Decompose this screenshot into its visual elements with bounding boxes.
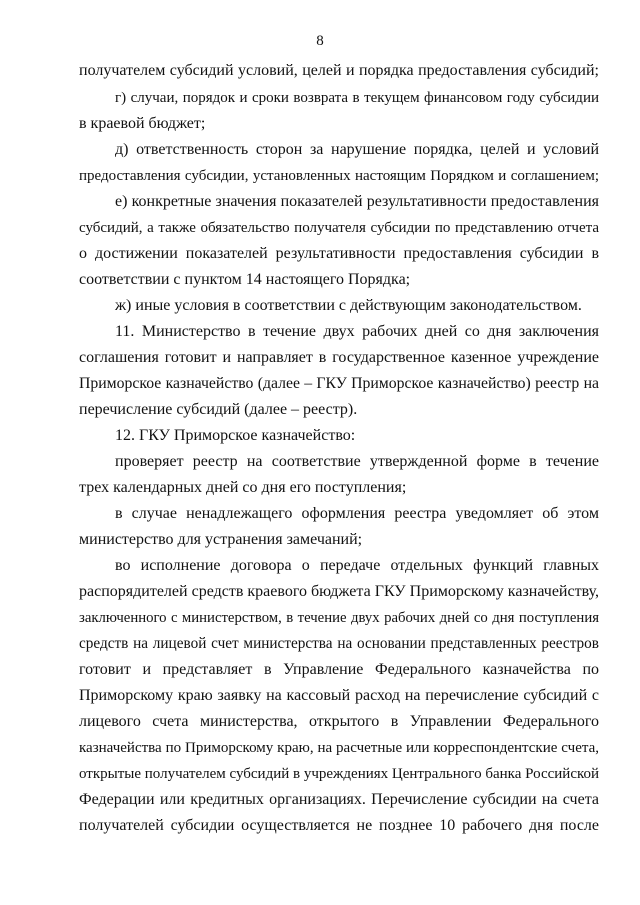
text-line: проверяет реестр на соответствие утвержденной форме в течение xyxy=(115,453,599,470)
text-line: соответствии с пунктом 14 настоящего Порядка; xyxy=(79,271,411,288)
text-line: субсидий, а также обязательство получателя субсидии по представлению отчета xyxy=(79,220,599,236)
text-line: г) случаи, порядок и сроки возврата в текущем финансовом году субсидии xyxy=(115,90,599,106)
page-number: 8 xyxy=(316,33,324,49)
text-line: казначейства по Приморскому краю, на расчетные или корреспондентские счета, xyxy=(79,740,599,756)
text-line: открытые получателем субсидий в учреждениях Центрального банка Российской xyxy=(79,766,600,782)
text-line: готовит и представляет в Управление Федерального казначейства по xyxy=(79,661,599,678)
text-line: трех календарных дней со дня его поступления; xyxy=(79,479,407,496)
text-line: лицевого счета министерства, открытого в Управлении Федерального xyxy=(79,713,599,730)
text-line: перечисление субсидий (далее – реестр). xyxy=(79,401,358,418)
text-line: е) конкретные значения показателей результативности предоставления xyxy=(115,193,599,210)
text-line: получателей субсидии осуществляется не позднее 10 рабочего дня после xyxy=(79,817,599,834)
text-line: во исполнение договора о передаче отдельных функций главных xyxy=(115,557,599,574)
text-line: соглашения готовит и направляет в государственное казенное учреждение xyxy=(79,349,599,366)
text-line: заключенного с министерством, в течение двух рабочих дней со дня поступления xyxy=(79,610,599,626)
text-line: ж) иные условия в соответствии с действующим законодательством. xyxy=(115,297,582,314)
text-line: получателем субсидий условий, целей и порядка предоставления субсидий; xyxy=(79,62,599,79)
text-line: средств на лицевой счет министерства на основании представленных реестров xyxy=(79,635,599,652)
text-line: министерство для устранения замечаний; xyxy=(79,531,363,548)
text-line: в случае ненадлежащего оформления реестра уведомляет об этом xyxy=(115,505,599,522)
text-line: д) ответственность сторон за нарушение порядка, целей и условий xyxy=(115,141,599,158)
text-line: 12. ГКУ Приморское казначейство: xyxy=(115,427,356,444)
text-line: распорядителей средств краевого бюджета ГКУ Приморскому казначейству, xyxy=(79,583,599,600)
text-line: Федерации или кредитных организациях. Перечисление субсидии на счета xyxy=(79,791,599,808)
text-line: о достижении показателей результативности предоставления субсидии в xyxy=(79,245,599,262)
text-line: предоставления субсидии, установленных настоящим Порядком и соглашением; xyxy=(79,168,599,184)
text-line: в краевой бюджет; xyxy=(79,115,206,132)
text-line: 11. Министерство в течение двух рабочих дней со дня заключения xyxy=(115,323,599,340)
text-line: Приморскому краю заявку на кассовый расход на перечисление субсидий с xyxy=(79,687,599,704)
text-line: Приморское казначейство (далее – ГКУ Приморское казначейство) реестр на xyxy=(79,375,599,392)
